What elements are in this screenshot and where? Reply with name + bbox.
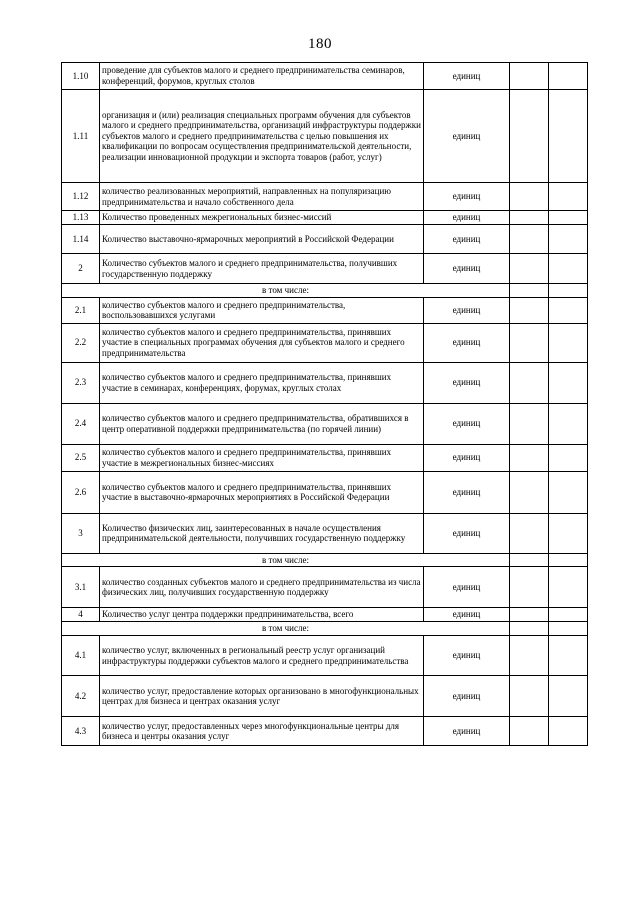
row-description: количество субъектов малого и среднего предпринимательства, принявших участие в выставочно-ярмарочных мероприятиях в Российской Федерации [100,471,424,513]
row-number: 4.2 [62,676,100,717]
row-description: организация и (или) реализация специальных программ обучения для субъектов малого и среднего предпринимательства, организаций инфраструктуры поддержки субъектов малого и среднего предпринимательства с целью повышения их квалификации по вопросам осуществления предпринимательской деятельности, реализации инновационной продукции и экспорта товаров (работ, услуг) [100,90,424,183]
row-number: 4.3 [62,717,100,746]
row-unit: единиц [424,608,510,622]
row-value-cell [549,225,588,254]
row-description: количество созданных субъектов малого и среднего предпринимательства из числа физических лиц, получивших государственную поддержку [100,567,424,608]
row-value-cell [549,676,588,717]
row-unit: единиц [424,183,510,211]
table-row [62,254,588,284]
row-value-cell [549,254,588,284]
row-description: проведение для субъектов малого и среднего предпринимательства семинаров, конференций, форумов, круглых столов [100,63,424,90]
row-number: 2.2 [62,323,100,362]
row-value-cell [549,622,588,636]
table-body [62,63,588,746]
row-value-cell [510,90,549,183]
row-value-cell [510,254,549,284]
subheading-row [62,622,588,636]
table-row [62,608,588,622]
row-number: 1.10 [62,63,100,90]
row-value-cell [510,362,549,403]
row-unit: единиц [424,403,510,444]
row-value-cell [549,284,588,298]
row-number: 2.6 [62,471,100,513]
row-value-cell [510,444,549,471]
table-row [62,225,588,254]
row-unit: единиц [424,225,510,254]
row-value-cell [549,608,588,622]
row-description: количество услуг, предоставленных через многофункциональные центры для бизнеса и центры оказания услуг [100,717,424,746]
row-description: количество услуг, предоставление которых организовано в многофункциональных центрах для бизнеса и центрах оказания услуг [100,676,424,717]
table-row [62,90,588,183]
row-value-cell [549,63,588,90]
row-unit: единиц [424,63,510,90]
row-value-cell [549,362,588,403]
table-row [62,717,588,746]
row-unit: единиц [424,636,510,676]
table-row [62,444,588,471]
row-value-cell [510,717,549,746]
row-value-cell [549,553,588,567]
row-description: Количество выставочно-ярмарочных мероприятий в Российской Федерации [100,225,424,254]
row-description: Количество услуг центра поддержки предпринимательства, всего [100,608,424,622]
row-value-cell [510,183,549,211]
row-value-cell [510,553,549,567]
row-description: количество субъектов малого и среднего предпринимательства, принявших участие в специальных программах обучения для субъектов малого и среднего предпринимательства [100,323,424,362]
row-value-cell [510,323,549,362]
subheading: в том числе: [62,622,510,636]
row-description: количество услуг, включенных в региональный реестр услуг организаций инфраструктуры поддержки субъектов малого и среднего предпринимательства [100,636,424,676]
row-value-cell [549,323,588,362]
row-value-cell [510,471,549,513]
table-row [62,323,588,362]
row-number: 2.1 [62,297,100,323]
row-unit: единиц [424,717,510,746]
row-value-cell [549,90,588,183]
row-description: Количество субъектов малого и среднего предпринимательства, получивших государственную поддержку [100,254,424,284]
row-value-cell [510,567,549,608]
row-number: 1.11 [62,90,100,183]
row-description: количество реализованных мероприятий, направленных на популяризацию предпринимательства и начало собственного дела [100,183,424,211]
row-value-cell [549,567,588,608]
subheading-row [62,553,588,567]
table-row [62,676,588,717]
row-number: 1.13 [62,211,100,225]
subheading: в том числе: [62,553,510,567]
row-value-cell [549,444,588,471]
row-unit: единиц [424,254,510,284]
table-row [62,513,588,553]
row-value-cell [510,636,549,676]
row-value-cell [549,717,588,746]
table-row [62,297,588,323]
row-number: 3.1 [62,567,100,608]
row-unit: единиц [424,444,510,471]
row-unit: единиц [424,362,510,403]
subheading-row [62,284,588,298]
row-unit: единиц [424,211,510,225]
row-value-cell [510,225,549,254]
row-value-cell [549,403,588,444]
table-row [62,63,588,90]
row-value-cell [510,676,549,717]
row-value-cell [510,297,549,323]
row-unit: единиц [424,297,510,323]
row-value-cell [549,211,588,225]
row-number: 2 [62,254,100,284]
indicators-table [61,62,588,746]
table-row [62,362,588,403]
row-description: Количество проведенных межрегиональных бизнес-миссий [100,211,424,225]
table-row [62,567,588,608]
row-unit: единиц [424,90,510,183]
row-value-cell [510,284,549,298]
row-description: количество субъектов малого и среднего предпринимательства, принявших участие в межрегиональных бизнес-миссиях [100,444,424,471]
row-value-cell [510,622,549,636]
row-value-cell [549,183,588,211]
row-unit: единиц [424,471,510,513]
row-value-cell [549,471,588,513]
row-value-cell [510,403,549,444]
row-unit: единиц [424,676,510,717]
subheading: в том числе: [62,284,510,298]
row-unit: единиц [424,513,510,553]
table-row [62,636,588,676]
table-row [62,211,588,225]
row-value-cell [510,608,549,622]
row-value-cell [549,636,588,676]
row-unit: единиц [424,567,510,608]
row-unit: единиц [424,323,510,362]
row-value-cell [510,211,549,225]
row-description: Количество физических лиц, заинтересованных в начале осуществления предпринимательской деятельности, получивших государственную поддержку [100,513,424,553]
row-number: 1.12 [62,183,100,211]
row-number: 1.14 [62,225,100,254]
row-description: количество субъектов малого и среднего предпринимательства, воспользовавшихся услугами [100,297,424,323]
row-description: количество субъектов малого и среднего предпринимательства, обратившихся в центр оперативной поддержки предпринимательства (по горячей линии) [100,403,424,444]
row-value-cell [549,297,588,323]
row-value-cell [510,63,549,90]
row-number: 4.1 [62,636,100,676]
row-number: 2.4 [62,403,100,444]
row-number: 2.5 [62,444,100,471]
row-value-cell [549,513,588,553]
row-number: 3 [62,513,100,553]
table-row [62,403,588,444]
row-value-cell [510,513,549,553]
table-row [62,471,588,513]
row-number: 4 [62,608,100,622]
table-row [62,183,588,211]
row-description: количество субъектов малого и среднего предпринимательства, принявших участие в семинарах, конференциях, форумах, круглых столах [100,362,424,403]
page-number: 180 [308,36,332,52]
row-number: 2.3 [62,362,100,403]
